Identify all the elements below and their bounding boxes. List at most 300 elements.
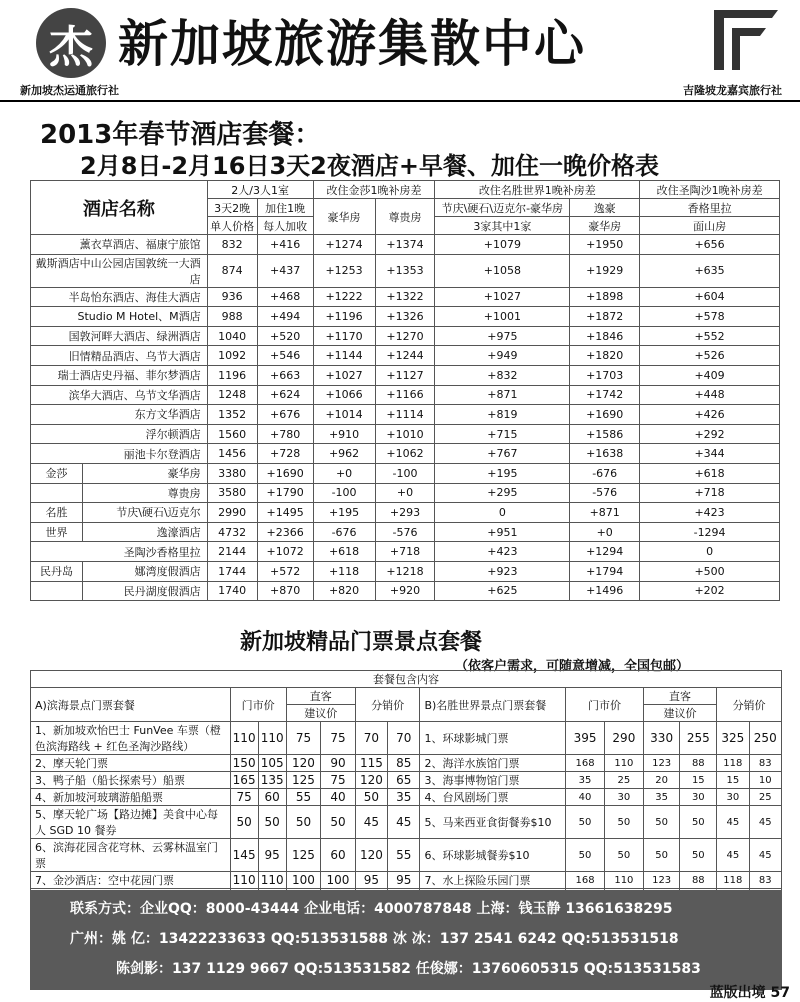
table-cell: +292 (640, 424, 780, 444)
ticket-item: 7、水上探险乐园门票 (420, 872, 566, 889)
table-cell: +0 (570, 522, 640, 542)
col-header: 单人价格 (207, 217, 257, 235)
table-row (31, 405, 780, 425)
table-cell: +624 (257, 385, 313, 405)
contact-row: 联系方式：企业QQ：8000-43444 企业电话：4000787848 上海：钱玉静 13661638295 (70, 901, 673, 917)
table-cell: 2144 (207, 542, 257, 562)
table-cell: 395 (566, 722, 605, 755)
table-cell: 0 (640, 542, 780, 562)
table-cell: 250 (749, 722, 782, 755)
table-cell: 1744 (207, 561, 257, 581)
table-cell: +663 (257, 365, 313, 385)
table-cell: 逸濠酒店 (82, 522, 207, 542)
table-cell: +962 (313, 444, 375, 464)
table-cell: +1072 (257, 542, 313, 562)
table-cell: 70 (355, 722, 387, 755)
hotel-name: 圣陶沙香格里拉 (31, 542, 208, 562)
table-cell: 110 (230, 872, 258, 889)
hotel-name: 浮尔顿酒店 (31, 424, 208, 444)
table-cell: 25 (604, 772, 643, 789)
table-cell: 45 (749, 839, 782, 872)
table-cell: +426 (640, 405, 780, 425)
tickets-note: （依客户需求，可随意增减，全国包邮） (455, 659, 690, 674)
table-cell: 30 (604, 789, 643, 806)
brand-mark-icon (710, 6, 782, 76)
table-cell: +1353 (375, 254, 435, 287)
table-cell: 民丹湖度假酒店 (82, 581, 207, 601)
table-cell: +819 (435, 405, 570, 425)
table-cell: +718 (640, 483, 780, 503)
package-title: 2013年春节酒店套餐： (40, 120, 321, 150)
table-cell: 20 (643, 772, 680, 789)
table-cell: 40 (566, 789, 605, 806)
table-cell: 105 (258, 755, 286, 772)
table-cell: 1196 (207, 365, 257, 385)
table-cell: 125 (286, 839, 321, 872)
table-cell: 45 (717, 806, 749, 839)
table-cell: 尊贵房 (82, 483, 207, 503)
tickets-title: 新加坡精品门票景点套餐 (240, 630, 483, 655)
table-cell: +437 (257, 254, 313, 287)
table-cell: +949 (435, 346, 570, 366)
table-cell: +1322 (375, 287, 435, 307)
group-label: 世界 (31, 522, 83, 542)
table-cell: 50 (604, 839, 643, 872)
table-row (31, 287, 780, 307)
table-cell: 55 (286, 789, 321, 806)
table-cell: 135 (258, 772, 286, 789)
table-cell: +202 (640, 581, 780, 601)
price-direct: 建议价 (286, 705, 355, 722)
table-cell: 50 (355, 789, 387, 806)
table-cell: 35 (643, 789, 680, 806)
table-cell: +526 (640, 346, 780, 366)
table-cell: +423 (640, 503, 780, 523)
table-cell: 30 (680, 789, 717, 806)
table-cell: -576 (375, 522, 435, 542)
header (0, 0, 800, 102)
table-cell: 35 (388, 789, 420, 806)
ticket-item: 3、海事博物馆门票 (420, 772, 566, 789)
table-cell: +552 (640, 326, 780, 346)
table-cell: -576 (570, 483, 640, 503)
table-cell: +1027 (313, 365, 375, 385)
table-row (31, 463, 780, 483)
table-cell: 290 (604, 722, 643, 755)
ticket-item: 2、摩天轮门票 (31, 755, 231, 772)
table-row (31, 839, 782, 872)
table-cell: +920 (375, 581, 435, 601)
table-cell: 60 (258, 789, 286, 806)
table-cell: +1374 (375, 235, 435, 255)
ticket-item: 4、新加坡河玻璃游船船票 (31, 789, 231, 806)
group-label: 名胜 (31, 503, 83, 523)
table-cell: +344 (640, 444, 780, 464)
table-cell: 50 (230, 806, 258, 839)
table-cell: 100 (286, 872, 321, 889)
price-dist: 分销价 (717, 688, 782, 722)
table-cell: 50 (643, 806, 680, 839)
table-cell: +767 (435, 444, 570, 464)
table-cell: 15 (680, 772, 717, 789)
table-cell: +494 (257, 307, 313, 327)
table-cell: +1326 (375, 307, 435, 327)
table-cell: +520 (257, 326, 313, 346)
col-header: 豪华房 (313, 199, 375, 235)
table-cell: +923 (435, 561, 570, 581)
table-cell: 45 (388, 806, 420, 839)
table-row (31, 806, 782, 839)
table-cell: +1790 (257, 483, 313, 503)
price-dist: 分销价 (355, 688, 420, 722)
table-cell: +718 (375, 542, 435, 562)
table-cell: 25 (749, 789, 782, 806)
price-door: 门市价 (230, 688, 286, 722)
table-cell: -676 (570, 463, 640, 483)
table-cell: +870 (257, 581, 313, 601)
table-cell: 168 (566, 755, 605, 772)
table-cell: +195 (435, 463, 570, 483)
table-cell: 90 (321, 755, 356, 772)
table-cell: 110 (604, 872, 643, 889)
table-cell: +1929 (570, 254, 640, 287)
table-cell: 65 (388, 772, 420, 789)
table-cell: 110 (604, 755, 643, 772)
table-cell: 100 (321, 872, 356, 889)
ticket-item: 7、金沙酒店：空中花园门票 (31, 872, 231, 889)
contents-header: 套餐包含内容 (31, 671, 782, 688)
table-cell: +618 (313, 542, 375, 562)
table-cell: 50 (604, 806, 643, 839)
table-cell: +910 (313, 424, 375, 444)
table-cell: 325 (717, 722, 749, 755)
table-cell: 75 (230, 789, 258, 806)
table-cell: 50 (643, 839, 680, 872)
table-cell: 1248 (207, 385, 257, 405)
table-cell: 110 (258, 722, 286, 755)
table-cell: +118 (313, 561, 375, 581)
table-cell: 83 (749, 872, 782, 889)
ticket-item: 6、滨海花园含花穹林、云雾林温室门票 (31, 839, 231, 872)
table-cell: +832 (435, 365, 570, 385)
table-cell: +468 (257, 287, 313, 307)
hotel-name: 旧情精品酒店、乌节大酒店 (31, 346, 208, 366)
table-row (31, 755, 782, 772)
table-cell: 30 (717, 789, 749, 806)
table-cell: 165 (230, 772, 258, 789)
table-row (31, 307, 780, 327)
table-row (31, 522, 780, 542)
col-header: 3家其中1家 (435, 217, 570, 235)
table-cell: +1144 (313, 346, 375, 366)
col-header: 每人加收 (257, 217, 313, 235)
table-cell: +1690 (570, 405, 640, 425)
table-cell: +1001 (435, 307, 570, 327)
table-cell: 330 (643, 722, 680, 755)
table-cell: +975 (435, 326, 570, 346)
logo (36, 8, 106, 78)
table-cell: 娜湾度假酒店 (82, 561, 207, 581)
table-cell: 1092 (207, 346, 257, 366)
price-door: 门市价 (566, 688, 644, 722)
col-header: 尊贵房 (375, 199, 435, 235)
hotel-name: 滨华大酒店、乌节文华酒店 (31, 385, 208, 405)
table-cell: +1079 (435, 235, 570, 255)
table-row (31, 722, 782, 755)
table-row (31, 385, 780, 405)
table-cell: +500 (640, 561, 780, 581)
table-cell: +416 (257, 235, 313, 255)
table-cell: +295 (435, 483, 570, 503)
table-cell: 150 (230, 755, 258, 772)
table-cell: +951 (435, 522, 570, 542)
table-cell: 110 (230, 722, 258, 755)
table-row (31, 581, 780, 601)
group-header: 2人/3人1室 (207, 181, 313, 199)
table-cell: 120 (286, 755, 321, 772)
hotel-price-table (30, 180, 780, 601)
table-cell: +1062 (375, 444, 435, 464)
table-cell: +1703 (570, 365, 640, 385)
table-cell: 豪华房 (82, 463, 207, 483)
table-cell: 35 (566, 772, 605, 789)
table-cell: 83 (749, 755, 782, 772)
hotel-name: 半岛怡东酒店、海佳大酒店 (31, 287, 208, 307)
table-cell: +1058 (435, 254, 570, 287)
ticket-item: 6、环球影城餐劵$10 (420, 839, 566, 872)
col-header: 加住1晚 (257, 199, 313, 217)
table-cell: +1114 (375, 405, 435, 425)
table-cell: 118 (717, 755, 749, 772)
group-header: 改住名胜世界1晚补房差 (435, 181, 640, 199)
table-cell: +625 (435, 581, 570, 601)
table-cell: +1244 (375, 346, 435, 366)
table-cell: 45 (355, 806, 387, 839)
table-cell: 50 (258, 806, 286, 839)
ticket-item: 1、新加坡欢怡巴士 FunVee 车票（橙色滨海路线 + 红色圣淘沙路线） (31, 722, 231, 755)
table-cell: +572 (257, 561, 313, 581)
group-label: 民丹岛 (31, 561, 83, 581)
table-row (31, 483, 780, 503)
table-cell: 50 (566, 839, 605, 872)
table-cell: 120 (355, 839, 387, 872)
table-cell: +1270 (375, 326, 435, 346)
col-header: 节庆\硬石\迈克尔-豪华房 (435, 199, 570, 217)
table-cell: +1218 (375, 561, 435, 581)
table-cell: 1560 (207, 424, 257, 444)
table-cell: +1846 (570, 326, 640, 346)
table-cell: 95 (388, 872, 420, 889)
table-cell: +1127 (375, 365, 435, 385)
col-header: 逸豪 (570, 199, 640, 217)
table-cell: +871 (570, 503, 640, 523)
package-subtitle: 2月8日-2月16日3天2夜酒店+早餐、加住一晚价格表 (80, 152, 659, 180)
table-cell: +715 (435, 424, 570, 444)
table-cell: 50 (566, 806, 605, 839)
table-cell: 120 (355, 772, 387, 789)
b-header: B)名胜世界景点门票套餐 (420, 688, 566, 722)
table-cell: 45 (717, 839, 749, 872)
table-cell: +1253 (313, 254, 375, 287)
table-cell: 115 (355, 755, 387, 772)
col-header: 面山房 (640, 217, 780, 235)
table-cell: +1196 (313, 307, 375, 327)
table-cell: +1274 (313, 235, 375, 255)
table-cell: 50 (680, 806, 717, 839)
table-cell: 1040 (207, 326, 257, 346)
table-cell: 50 (321, 806, 356, 839)
table-cell: +1638 (570, 444, 640, 464)
table-cell: +578 (640, 307, 780, 327)
table-cell: +604 (640, 287, 780, 307)
table-row (31, 254, 780, 287)
group-label: 金莎 (31, 463, 83, 483)
left-agency: 新加坡杰运通旅行社 (20, 84, 119, 97)
price-direct: 建议价 (643, 705, 716, 722)
right-agency: 吉隆坡龙嘉宾旅行社 (683, 84, 782, 97)
table-cell: 255 (680, 722, 717, 755)
table-cell: 1740 (207, 581, 257, 601)
table-row (31, 561, 780, 581)
table-cell: +195 (313, 503, 375, 523)
table-cell: 125 (286, 772, 321, 789)
table-cell: +1170 (313, 326, 375, 346)
table-cell: +1950 (570, 235, 640, 255)
hotel-name: 薰衣草酒店、福康宁旅馆 (31, 235, 208, 255)
table-cell: +1294 (570, 542, 640, 562)
table-cell: 123 (643, 755, 680, 772)
table-row (31, 444, 780, 464)
table-cell: +2366 (257, 522, 313, 542)
hotel-name: 戴斯酒店中山公园店国敦统一大酒店 (31, 254, 208, 287)
table-cell: +820 (313, 581, 375, 601)
a-header: A)滨海景点门票套餐 (31, 688, 231, 722)
table-cell: 1456 (207, 444, 257, 464)
table-cell: +656 (640, 235, 780, 255)
table-cell: +728 (257, 444, 313, 464)
table-row (31, 872, 782, 889)
logo-text: 杰 (49, 22, 93, 73)
table-cell: 3580 (207, 483, 257, 503)
ticket-item: 5、摩天轮广场【路边摊】美食中心每人 SGD 10 餐券 (31, 806, 231, 839)
table-cell: 2990 (207, 503, 257, 523)
ticket-item: 1、环球影城门票 (420, 722, 566, 755)
table-cell: 95 (355, 872, 387, 889)
table-cell: -100 (375, 463, 435, 483)
table-row (31, 424, 780, 444)
table-cell: 55 (388, 839, 420, 872)
table-cell: -100 (313, 483, 375, 503)
table-cell: +0 (375, 483, 435, 503)
table-cell: 988 (207, 307, 257, 327)
table-cell: +1222 (313, 287, 375, 307)
table-cell: +409 (640, 365, 780, 385)
table-cell: 75 (321, 722, 356, 755)
ticket-item: 2、海洋水族馆门票 (420, 755, 566, 772)
table-cell: 50 (286, 806, 321, 839)
table-row (31, 326, 780, 346)
table-cell: +635 (640, 254, 780, 287)
table-cell: +1010 (375, 424, 435, 444)
table-cell: +1496 (570, 581, 640, 601)
table-cell: +1820 (570, 346, 640, 366)
table-cell: -676 (313, 522, 375, 542)
table-cell: +1066 (313, 385, 375, 405)
table-cell: +423 (435, 542, 570, 562)
table-cell: +1166 (375, 385, 435, 405)
page-number: 蓝版出境 57 (709, 985, 790, 1001)
table-cell: 70 (388, 722, 420, 755)
table-cell: 50 (680, 839, 717, 872)
col-header: 豪华房 (570, 217, 640, 235)
table-cell: 88 (680, 872, 717, 889)
table-cell: 节庆\硬石\迈克尔 (82, 503, 207, 523)
table-cell: 3380 (207, 463, 257, 483)
table-cell: +1014 (313, 405, 375, 425)
table-cell: +1742 (570, 385, 640, 405)
group-header: 改住金莎1晚补房差 (313, 181, 435, 199)
table-cell: +1690 (257, 463, 313, 483)
contact-row: 广州：姚 亿：13422233633 QQ:513531588 冰 冰：137 2541 6242 QQ:513531518 (70, 931, 679, 947)
table-cell: 45 (749, 806, 782, 839)
table-cell: 874 (207, 254, 257, 287)
table-cell: 145 (230, 839, 258, 872)
table-cell: 10 (749, 772, 782, 789)
ticket-item: 4、台风剧场门票 (420, 789, 566, 806)
table-cell: +780 (257, 424, 313, 444)
table-cell: 40 (321, 789, 356, 806)
table-cell: 60 (321, 839, 356, 872)
ticket-table (30, 670, 782, 906)
hotel-name: Studio M Hotel、M酒店 (31, 307, 208, 327)
table-cell: 15 (717, 772, 749, 789)
col-header: 香格里拉 (640, 199, 780, 217)
hotel-name-header: 酒店名称 (31, 181, 208, 235)
contact-row: 陈剑影：137 1129 9667 QQ:513531582 任俊娜：13760605315 QQ:513531583 (116, 961, 701, 977)
contact-footer (30, 890, 782, 990)
page-title: 新加坡旅游集散中心 (118, 15, 586, 73)
table-cell: 95 (258, 839, 286, 872)
table-cell: +1794 (570, 561, 640, 581)
table-cell: 4732 (207, 522, 257, 542)
table-cell: +293 (375, 503, 435, 523)
table-row (31, 365, 780, 385)
table-cell: +1495 (257, 503, 313, 523)
table-cell: 118 (717, 872, 749, 889)
table-cell: 85 (388, 755, 420, 772)
price-direct: 直客 (643, 688, 716, 705)
hotel-name: 国敦河畔大酒店、绿洲酒店 (31, 326, 208, 346)
table-cell: 75 (321, 772, 356, 789)
table-row (31, 542, 780, 562)
table-cell: +0 (313, 463, 375, 483)
table-cell: 936 (207, 287, 257, 307)
hotel-name: 东方文华酒店 (31, 405, 208, 425)
table-cell: +1027 (435, 287, 570, 307)
table-cell: +448 (640, 385, 780, 405)
table-cell: 168 (566, 872, 605, 889)
table-cell: 0 (435, 503, 570, 523)
table-cell: +546 (257, 346, 313, 366)
table-cell: +871 (435, 385, 570, 405)
table-cell: +618 (640, 463, 780, 483)
price-direct: 直客 (286, 688, 355, 705)
hotel-name: 瑞士酒店史丹福、菲尔梦酒店 (31, 365, 208, 385)
table-row (31, 235, 780, 255)
table-row (31, 346, 780, 366)
table-cell: 75 (286, 722, 321, 755)
table-cell: +1898 (570, 287, 640, 307)
